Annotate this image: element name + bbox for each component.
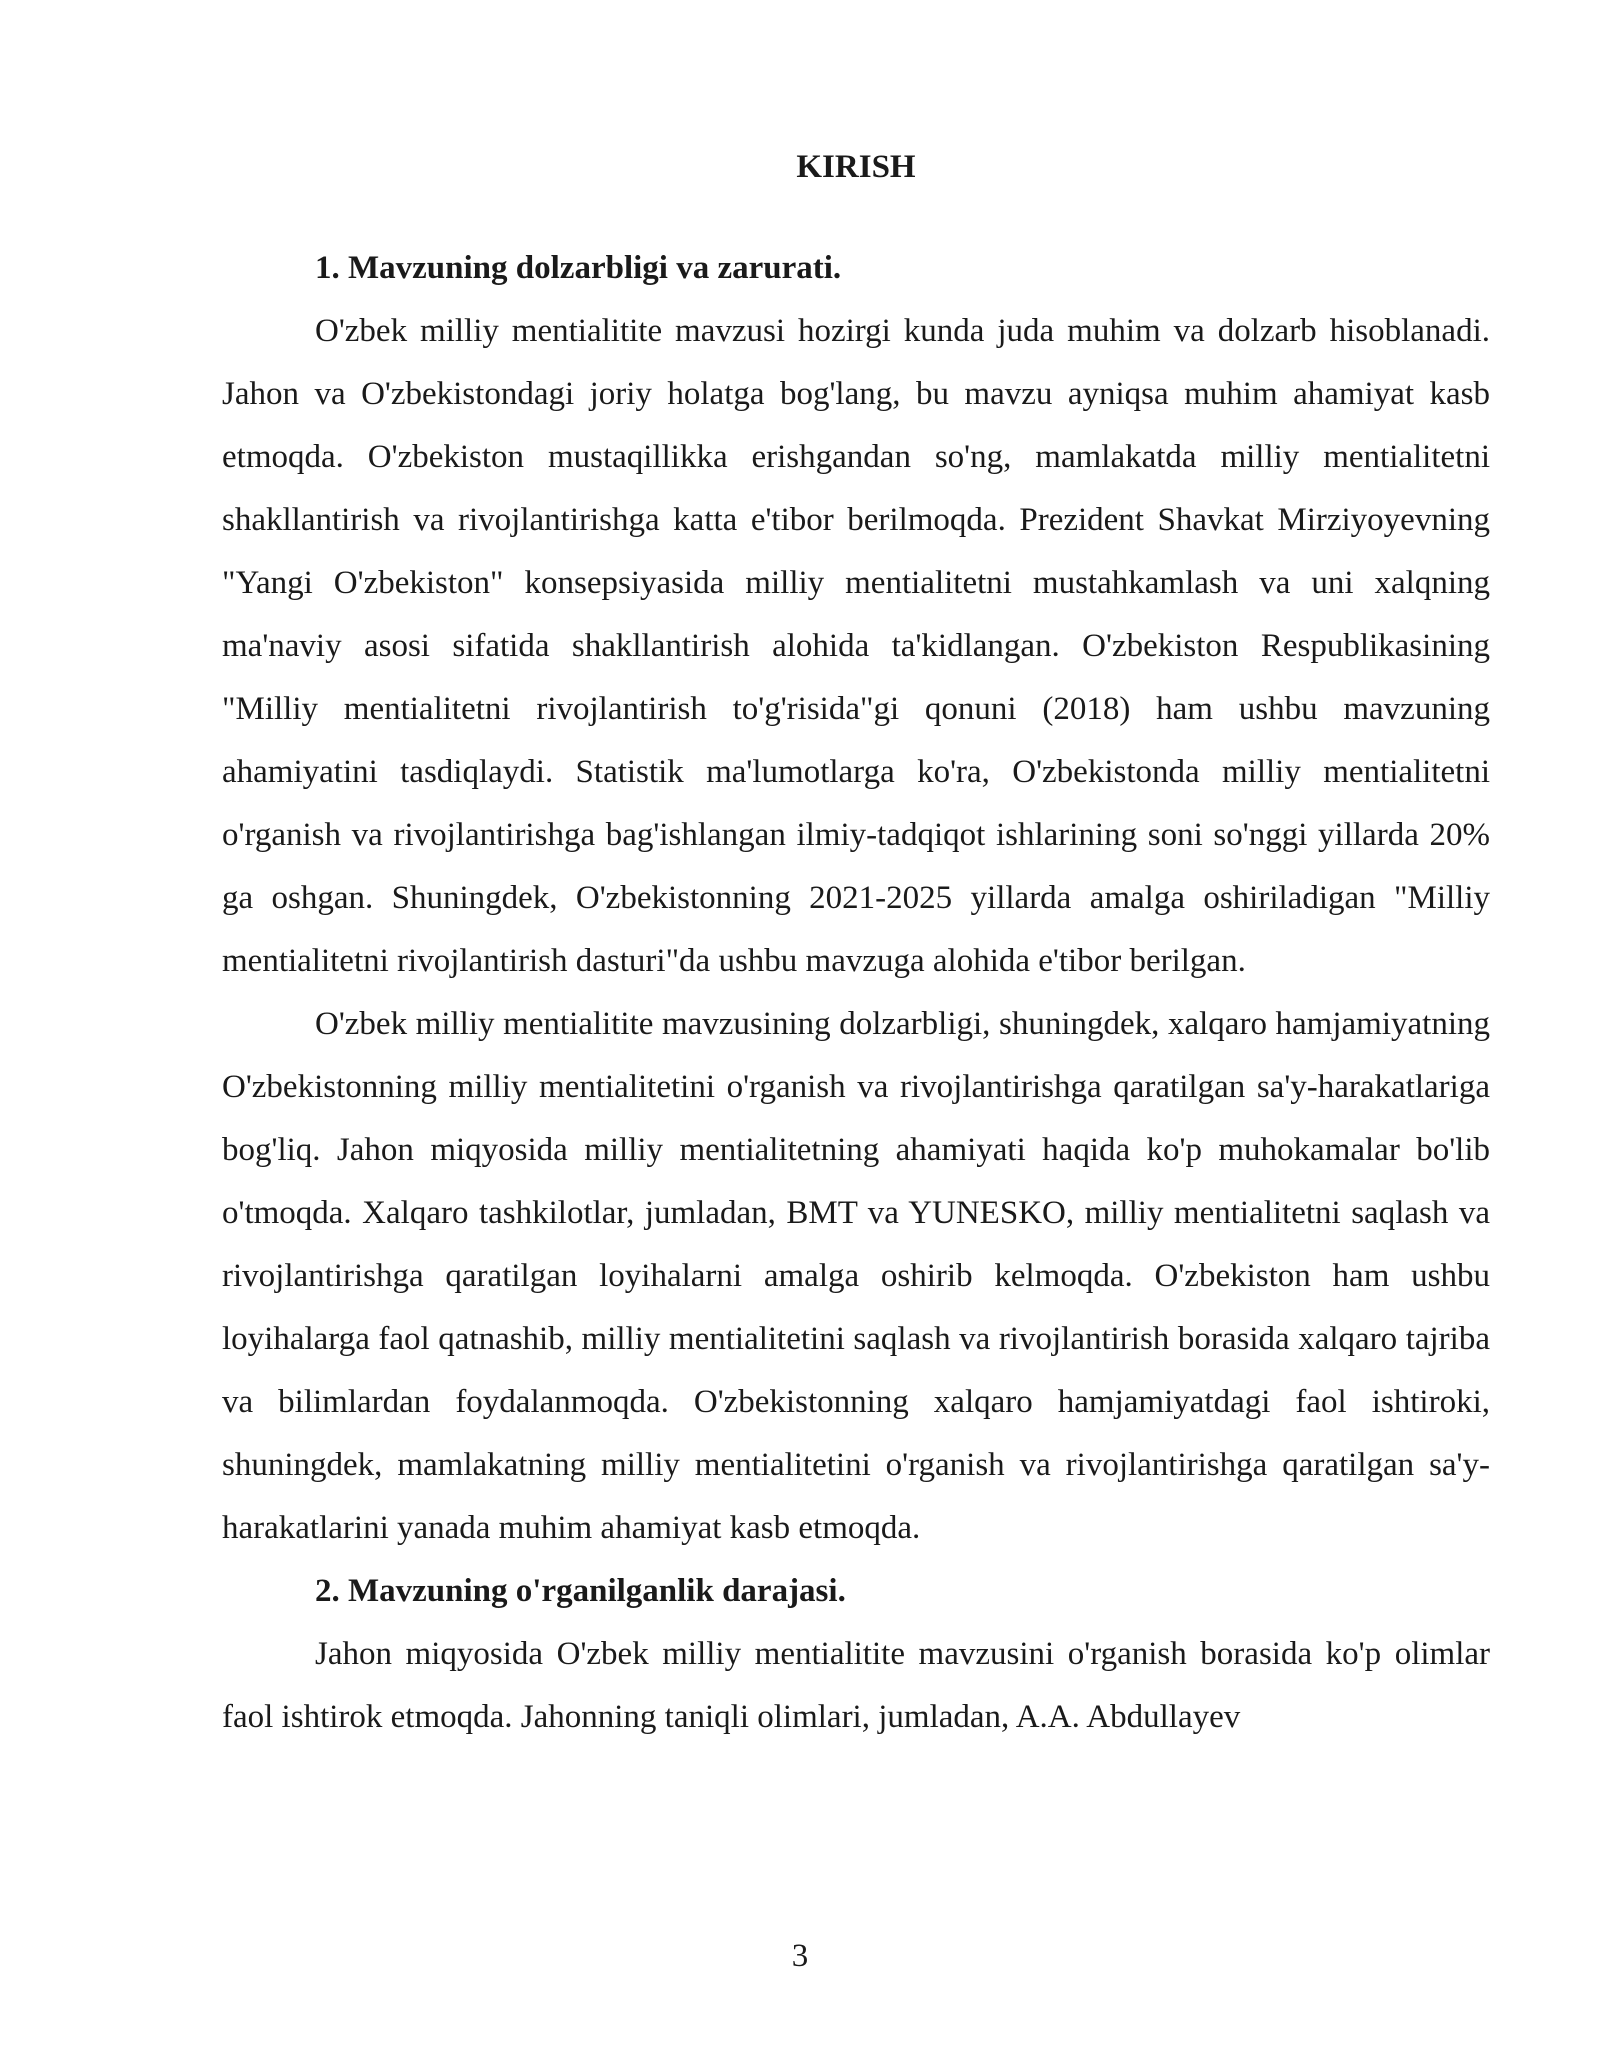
paragraph-1: O'zbek milliy mentialitite mavzusi hozirgi kunda juda muhim va dolzarb hisoblanadi. Jahon va O'zbekistondagi joriy holatga bog'lang, bu mavzu ayniqsa muhim ahamiyat kasb etmoqda. O'zbekiston mustaqillikka erishgandan so'ng, mamlakatda milliy mentialitetni shakllantirish va rivojlantirishga katta e'tibor berilmoqda. Prezident Shavkat Mirziyoyevning "Yangi O'zbekiston" konsepsiyasida milliy mentialitetni mustahkamlash va uni xalqning ma'naviy asosi sifatida shakllantirish alohida ta'kidlangan. O'zbekiston Respublikasining "Milliy mentialitetni rivojlantirish to'g'risida"gi qonuni (2018) ham ushbu mavzuning ahamiyatini tasdiqlaydi. Statistik ma'lumotlarga ko'ra, O'zbekistonda milliy mentialitetni o'rganish va rivojlantirishga bag'ishlangan ilmiy-tadqiqot ishlarining soni so'nggi yillarda 20% ga oshgan. Shuningdek, O'zbekistonning 2021-2025 yillarda amalga oshiriladigan "Milliy mentialitetni rivojlantirish dasturi"da ushbu mavzuga alohida e'tibor berilgan.	[222, 313, 1490, 979]
paragraph-3: Jahon miqyosida O'zbek milliy mentialitite mavzusini o'rganish borasida ko'p olimlar faol ishtirok etmoqda. Jahonning taniqli olimlari, jumladan, A.A. Abdullayev	[222, 1636, 1490, 1735]
page-title: KIRISH	[796, 149, 916, 185]
section-heading-2: 2. Mavzuning o'rganilganlik darajasi.	[315, 1573, 846, 1609]
page-content	[222, 145, 1490, 1749]
page-number: 3	[791, 1938, 809, 1974]
paragraph-2: O'zbek milliy mentialitite mavzusining dolzarbligi, shuningdek, xalqaro hamjamiyatning O'zbekistonning milliy mentialitetini o'rganish va rivojlantirishga qaratilgan sa'y-harakatlariga bog'liq. Jahon miqyosida milliy mentialitetning ahamiyati haqida ko'p muhokamalar bo'lib o'tmoqda. Xalqaro tashkilotlar, jumladan, BMT va YUNESKO, milliy mentialitetni saqlash va rivojlantirishga qaratilgan loyihalarni amalga oshirib kelmoqda. O'zbekiston ham ushbu loyihalarga faol qatnashib, milliy mentialitetini saqlash va rivojlantirish borasida xalqaro tajriba va bilimlardan foydalanmoqda. O'zbekistonning xalqaro hamjamiyatdagi faol ishtiroki, shuningdek, mamlakatning milliy mentialitetini o'rganish va rivojlantirishga qaratilgan sa'y-harakatlarini yanada muhim ahamiyat kasb etmoqda.	[222, 1006, 1490, 1546]
section-heading-1: 1. Mavzuning dolzarbligi va zarurati.	[315, 250, 842, 286]
